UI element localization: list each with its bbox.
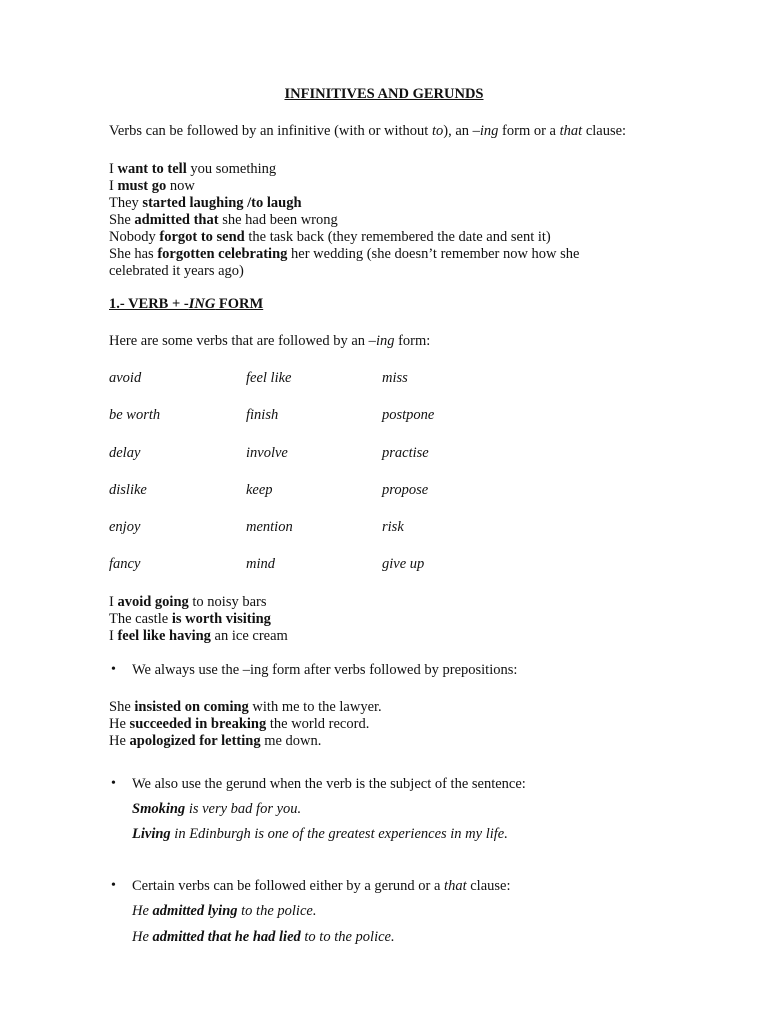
example-line: celebrated it years ago) (109, 263, 244, 279)
verb-cell: postpone (382, 407, 435, 423)
verb-cell: delay (109, 445, 141, 461)
verb-cell: mind (246, 556, 275, 572)
verb-cell: finish (246, 407, 279, 423)
verb-cell: enjoy (109, 519, 141, 535)
example-line: I feel like having an ice cream (109, 628, 288, 644)
example-line: The castle is worth visiting (109, 611, 271, 627)
page-title: INFINITIVES AND GERUNDS (284, 86, 484, 102)
example-line: They started laughing /to laugh (109, 195, 302, 211)
example-line: He admitted that he had lied to to the police. (132, 929, 395, 945)
verb-cell: avoid (109, 370, 142, 386)
example-line: She insisted on coming with me to the lawyer. (109, 699, 382, 715)
verb-cell: involve (246, 445, 288, 461)
bullet-text: Certain verbs can be followed either by a gerund or a that clause: (132, 878, 511, 894)
example-line: Smoking is very bad for you. (132, 801, 302, 817)
example-line: He succeeded in breaking the world record. (109, 716, 370, 732)
verb-cell: risk (382, 519, 404, 535)
example-line: I avoid going to noisy bars (109, 594, 267, 610)
verb-cell: propose (382, 482, 429, 498)
intro-paragraph: Verbs can be followed by an infinitive (with or without to), an –ing form or a that clause: (109, 123, 627, 139)
verb-cell: give up (382, 556, 425, 572)
verb-cell: be worth (109, 407, 161, 423)
example-line: She admitted that she had been wrong (109, 212, 338, 228)
verb-cell: practise (382, 445, 429, 461)
bullet-icon: • (111, 878, 116, 893)
bullet-text: We always use the –ing form after verbs followed by prepositions: (132, 662, 518, 678)
bullet-icon: • (111, 662, 116, 677)
verb-cell: feel like (246, 370, 292, 386)
verb-cell: keep (246, 482, 273, 498)
section-heading: 1.- VERB + -ING FORM (109, 296, 264, 312)
example-line: I want to tell you something (109, 161, 277, 177)
verb-cell: miss (382, 370, 408, 386)
example-line: He apologized for letting me down. (109, 733, 322, 749)
example-line: He admitted lying to the police. (132, 903, 317, 919)
verb-cell: dislike (109, 482, 147, 498)
example-line: Nobody forgot to send the task back (they remembered the date and sent it) (109, 229, 551, 245)
example-line: I must go now (109, 178, 195, 194)
bullet-text: We also use the gerund when the verb is the subject of the sentence: (132, 776, 526, 792)
example-line: Living in Edinburgh is one of the greatest experiences in my life. (132, 826, 508, 842)
section-intro: Here are some verbs that are followed by an –ing form: (109, 333, 431, 349)
verb-cell: fancy (109, 556, 141, 572)
verb-cell: mention (246, 519, 293, 535)
example-line: She has forgotten celebrating her wedding (she doesn’t remember now how she (109, 246, 580, 262)
bullet-icon: • (111, 776, 116, 791)
